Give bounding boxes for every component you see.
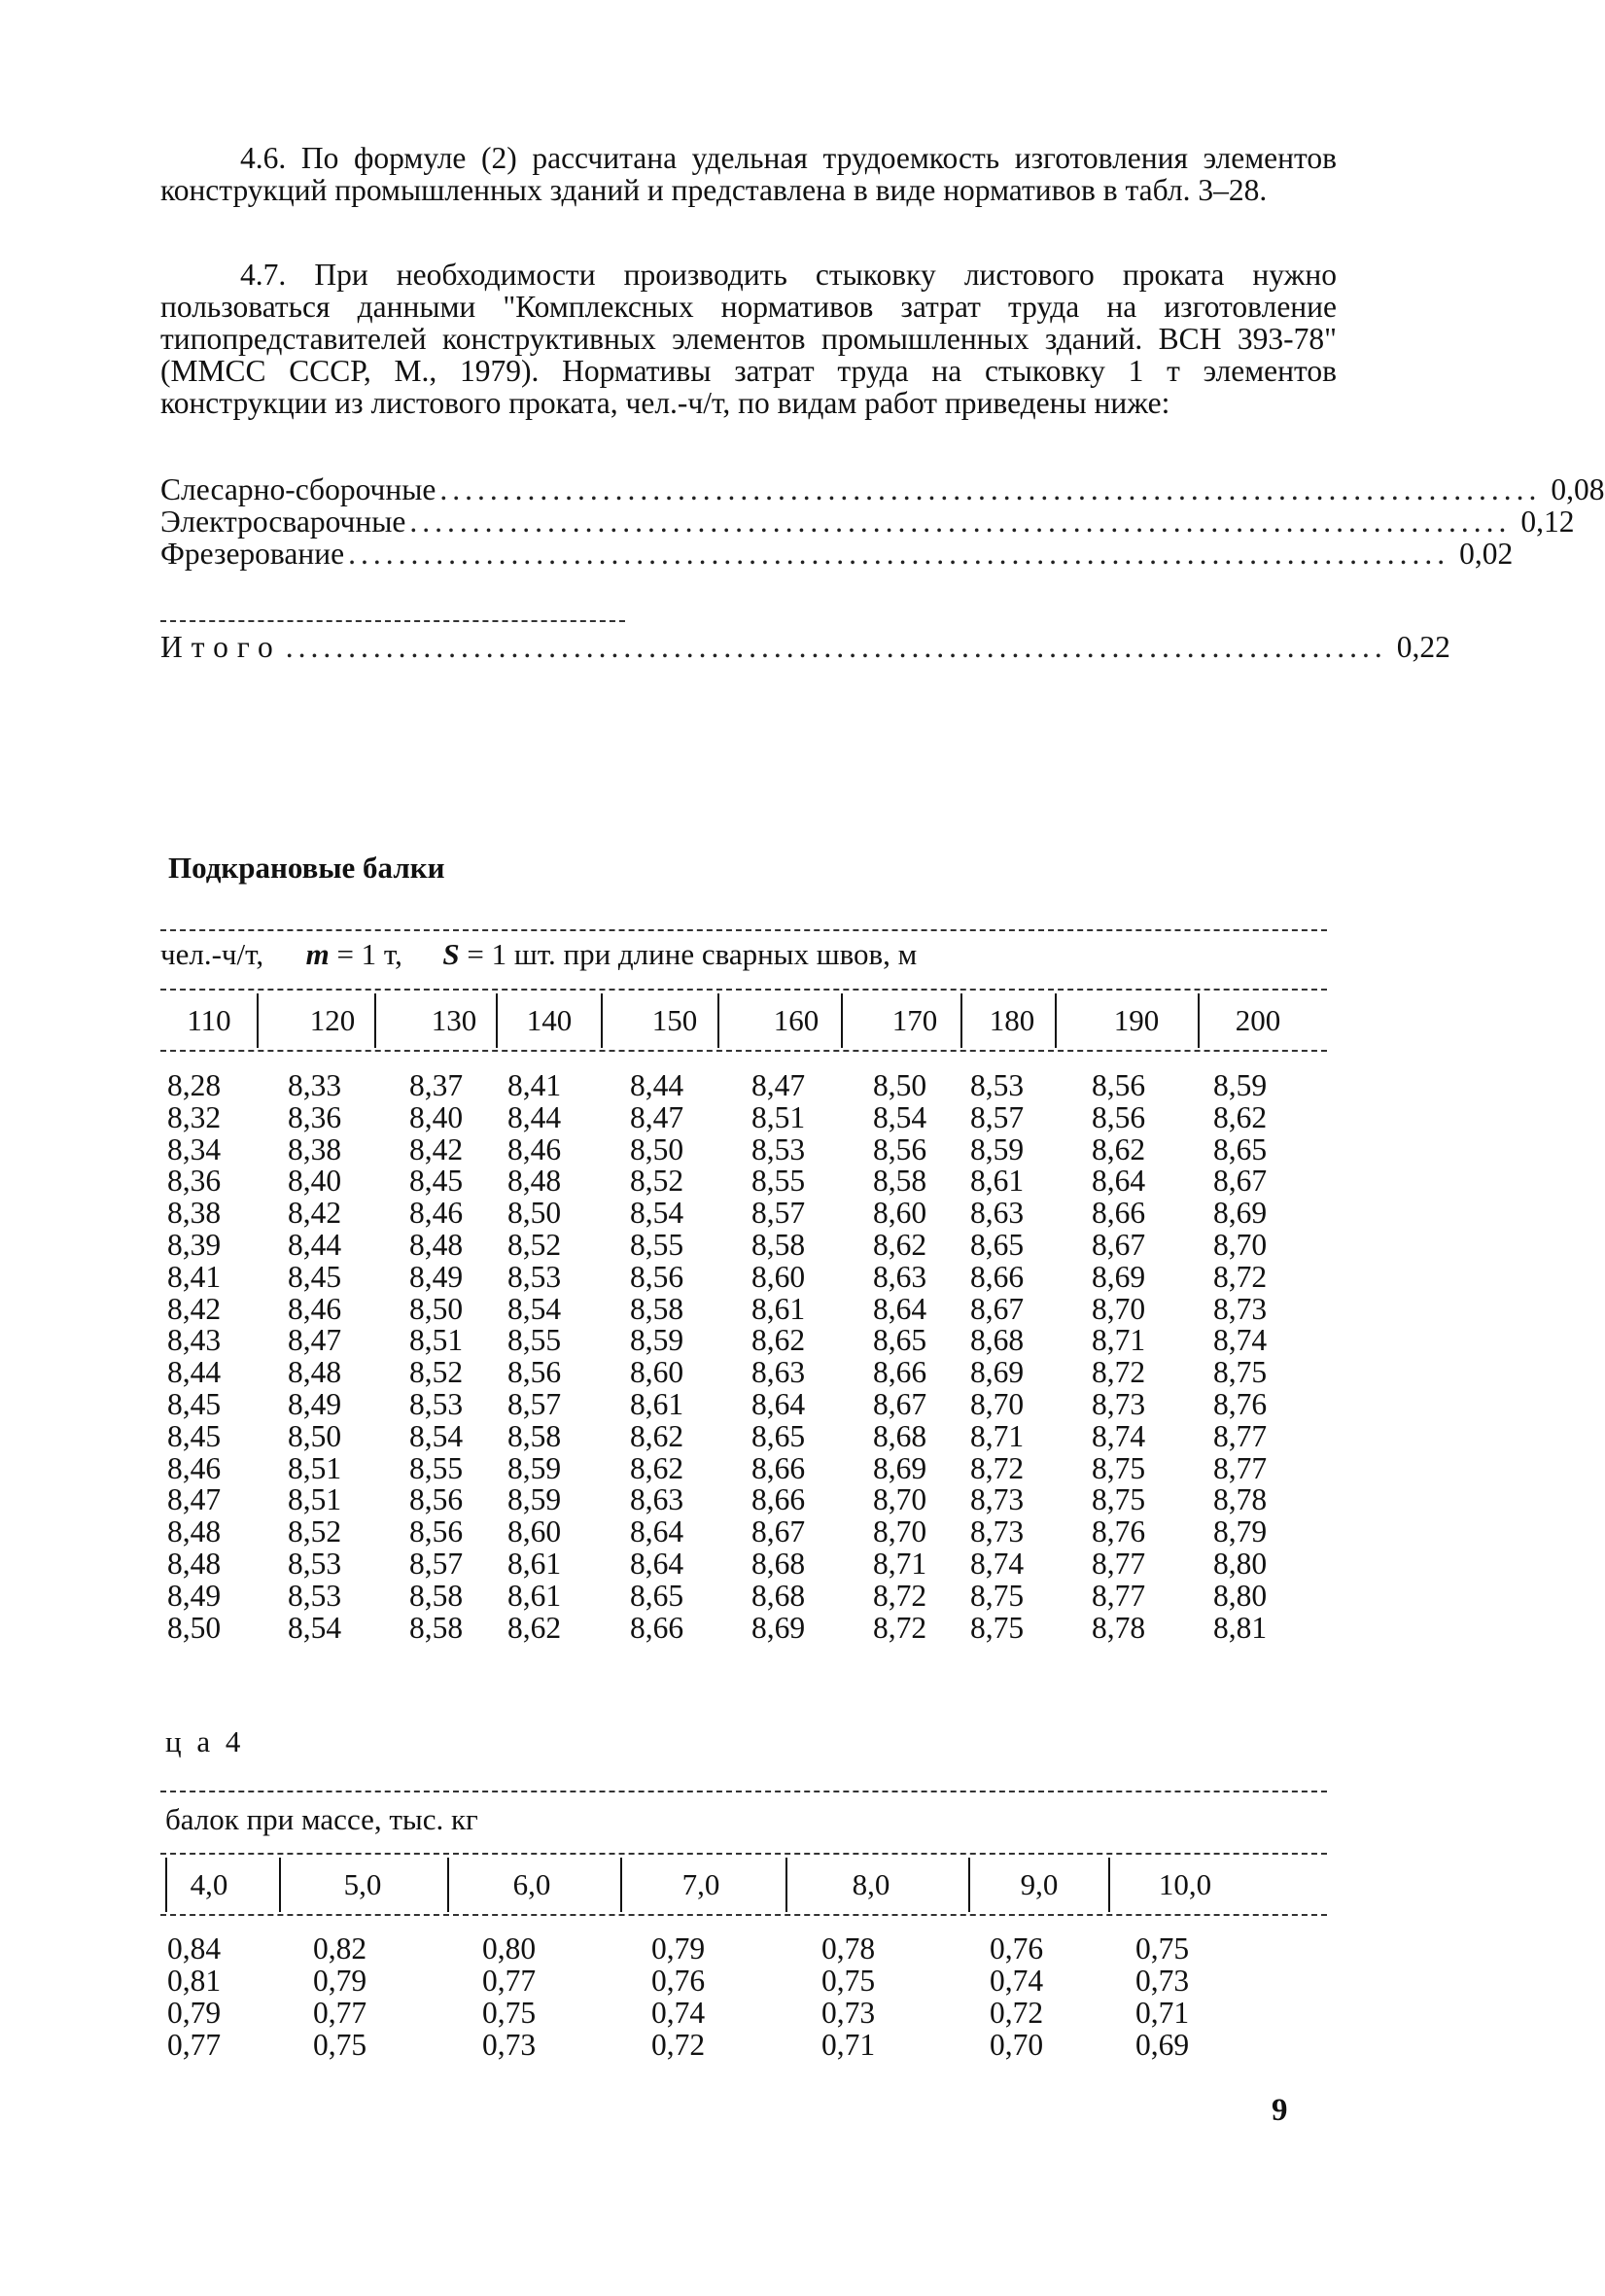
table-cell: 8,67 bbox=[1092, 1228, 1146, 1262]
dot-leader: ........................................................................................ bbox=[285, 630, 1387, 664]
table-cell: 0,71 bbox=[821, 2028, 876, 2062]
table-cell: 8,56 bbox=[1092, 1099, 1146, 1134]
table-cell: 8,51 bbox=[288, 1482, 342, 1517]
table-cell: 8,45 bbox=[167, 1387, 222, 1421]
table-cell: 8,55 bbox=[409, 1450, 464, 1485]
table-cell: 8,59 bbox=[507, 1482, 562, 1517]
table-cell: 0,74 bbox=[990, 1964, 1044, 1998]
table-cell: 0,73 bbox=[821, 1996, 876, 2030]
work-norms-list bbox=[160, 472, 1605, 571]
table-cell: 8,57 bbox=[409, 1547, 464, 1581]
table-cell: 8,59 bbox=[507, 1450, 562, 1485]
table-cell: 8,65 bbox=[873, 1323, 927, 1358]
table-cell: 8,46 bbox=[409, 1196, 464, 1231]
column-header: 7,0 bbox=[681, 1867, 720, 1901]
table-cell: 8,65 bbox=[970, 1228, 1025, 1262]
table-cell: 0,79 bbox=[651, 1931, 706, 1966]
table-cell: 8,78 bbox=[1213, 1482, 1268, 1517]
table-cell: 8,50 bbox=[409, 1291, 464, 1326]
divider bbox=[160, 1853, 1327, 1855]
table-cell: 8,47 bbox=[288, 1323, 342, 1358]
table-cell: 8,44 bbox=[507, 1099, 562, 1134]
table-cell: 8,42 bbox=[167, 1291, 222, 1326]
table-cell: 8,75 bbox=[1092, 1450, 1146, 1485]
table-cell: 8,70 bbox=[873, 1482, 927, 1517]
column-header: 190 bbox=[1113, 1003, 1160, 1037]
table-cell: 8,60 bbox=[873, 1196, 927, 1231]
caption-mass: = 1 т, bbox=[336, 937, 402, 971]
table-cell: 8,69 bbox=[970, 1355, 1025, 1390]
table-cell: 8,62 bbox=[630, 1450, 684, 1485]
table-cell: 8,68 bbox=[751, 1578, 806, 1613]
table-cell: 8,75 bbox=[1213, 1355, 1268, 1390]
table-cell: 0,79 bbox=[167, 1996, 222, 2030]
table-cell: 8,70 bbox=[1092, 1291, 1146, 1326]
table-cell: 8,77 bbox=[1092, 1578, 1146, 1613]
table-cell: 8,64 bbox=[630, 1547, 684, 1581]
work-value: 0,08 bbox=[1551, 472, 1605, 506]
total-value: 0,22 bbox=[1396, 630, 1450, 664]
table-cell: 8,38 bbox=[288, 1131, 342, 1166]
table-cell: 8,64 bbox=[751, 1387, 806, 1421]
table-cell: 8,50 bbox=[167, 1610, 222, 1645]
table-cell: 8,46 bbox=[167, 1450, 222, 1485]
column-separator bbox=[841, 993, 843, 1048]
table-cell: 8,53 bbox=[409, 1387, 464, 1421]
table-cell: 8,66 bbox=[751, 1450, 806, 1485]
table-cell: 8,36 bbox=[288, 1099, 342, 1134]
work-name: Слесарно-сборочные bbox=[160, 472, 436, 506]
table-cell: 8,49 bbox=[167, 1578, 222, 1613]
table-cell: 8,45 bbox=[409, 1164, 464, 1199]
table-cell: 8,72 bbox=[1092, 1355, 1146, 1390]
table-cell: 8,69 bbox=[873, 1450, 927, 1485]
column-separator bbox=[496, 993, 498, 1048]
table-cell: 8,49 bbox=[409, 1259, 464, 1294]
table-cell: 0,73 bbox=[1135, 1964, 1190, 1998]
table-cell: 8,53 bbox=[507, 1259, 562, 1294]
table-cell: 0,75 bbox=[313, 2028, 367, 2062]
table-cell: 8,55 bbox=[507, 1323, 562, 1358]
table-cell: 8,45 bbox=[288, 1259, 342, 1294]
table-cell: 8,66 bbox=[751, 1482, 806, 1517]
table-cell: 8,33 bbox=[288, 1068, 342, 1102]
dot-leader: ........................................................................................ bbox=[348, 537, 1450, 571]
table-cell: 8,63 bbox=[873, 1259, 927, 1294]
table-cell: 8,61 bbox=[507, 1578, 562, 1613]
table-cell: 8,58 bbox=[630, 1291, 684, 1326]
table-cell: 8,74 bbox=[1092, 1418, 1146, 1453]
table-cell: 0,75 bbox=[482, 1996, 537, 2030]
table-cell: 8,75 bbox=[970, 1578, 1025, 1613]
column-header: 10,0 bbox=[1158, 1867, 1212, 1901]
table-cell: 8,39 bbox=[167, 1228, 222, 1262]
table-cell: 8,42 bbox=[409, 1131, 464, 1166]
column-separator bbox=[257, 993, 259, 1048]
table-cell: 0,69 bbox=[1135, 2028, 1190, 2062]
table-cell: 0,76 bbox=[990, 1931, 1044, 1966]
table-cell: 8,71 bbox=[970, 1418, 1025, 1453]
table-cell: 8,70 bbox=[1213, 1228, 1268, 1262]
table-cell: 8,73 bbox=[1213, 1291, 1268, 1326]
table-cell: 8,58 bbox=[507, 1418, 562, 1453]
table-cell: 8,28 bbox=[167, 1068, 222, 1102]
table-cell: 8,73 bbox=[970, 1482, 1025, 1517]
column-header: 150 bbox=[651, 1003, 698, 1037]
column-separator bbox=[968, 1858, 970, 1912]
table-cell: 8,62 bbox=[1213, 1099, 1268, 1134]
table-cell: 8,57 bbox=[970, 1099, 1025, 1134]
column-header: 200 bbox=[1235, 1003, 1281, 1037]
table-cell: 8,56 bbox=[1092, 1068, 1146, 1102]
table-cell: 8,48 bbox=[409, 1228, 464, 1262]
column-separator bbox=[601, 993, 603, 1048]
table-cell: 8,53 bbox=[288, 1578, 342, 1613]
dot-leader: ........................................................................................ bbox=[439, 472, 1542, 506]
table-cell: 8,77 bbox=[1213, 1450, 1268, 1485]
table-cell: 8,62 bbox=[1092, 1131, 1146, 1166]
table-cell: 8,50 bbox=[630, 1131, 684, 1166]
table-cell: 8,56 bbox=[630, 1259, 684, 1294]
table-cell: 8,57 bbox=[751, 1196, 806, 1231]
table-cell: 8,69 bbox=[751, 1610, 806, 1645]
table-cell: 8,62 bbox=[873, 1228, 927, 1262]
table-cell: 8,55 bbox=[630, 1228, 684, 1262]
table-cell: 8,51 bbox=[288, 1450, 342, 1485]
table-cell: 8,71 bbox=[1092, 1323, 1146, 1358]
table-cell: 8,46 bbox=[507, 1131, 562, 1166]
total-label: Итого bbox=[160, 630, 282, 664]
table-cell: 8,56 bbox=[409, 1482, 464, 1517]
table-cell: 8,40 bbox=[288, 1164, 342, 1199]
table-cell: 0,80 bbox=[482, 1931, 537, 1966]
table-cell: 8,71 bbox=[873, 1547, 927, 1581]
table-header-row bbox=[160, 1858, 1327, 1912]
table-cell: 8,72 bbox=[1213, 1259, 1268, 1294]
table-cell: 0,75 bbox=[821, 1964, 876, 1998]
table-cell: 8,50 bbox=[873, 1068, 927, 1102]
table-cell: 8,41 bbox=[507, 1068, 562, 1102]
table-cell: 8,64 bbox=[1092, 1164, 1146, 1199]
table-cell: 8,52 bbox=[630, 1164, 684, 1199]
paragraph-4-7: 4.7. При необходимости производить стыковку листового проката нужно пользоваться данными "Комплексных нормативов затрат труда на изготовление типопредставителей конструктивных элементов промышленных зданий. ВСН 393-78" (ММСС СССР, М., 1979). Нормативы затрат труда на стыковку 1 т элементов конструкции из листового проката, чел.-ч/т, по видам работ приведены ниже: bbox=[160, 258, 1337, 420]
table-cell: 8,37 bbox=[409, 1068, 464, 1102]
table-cell: 8,47 bbox=[167, 1482, 222, 1517]
table-cell: 8,65 bbox=[1213, 1131, 1268, 1166]
caption-mass-symbol: m bbox=[305, 937, 330, 971]
table-header-row bbox=[160, 993, 1327, 1048]
table-cell: 8,40 bbox=[409, 1099, 464, 1134]
table-cell: 8,63 bbox=[751, 1355, 806, 1390]
dot-leader: ........................................................................................ bbox=[409, 504, 1512, 539]
table-cell: 8,46 bbox=[288, 1291, 342, 1326]
table-cell: 8,61 bbox=[507, 1547, 562, 1581]
table-cell: 8,54 bbox=[288, 1610, 342, 1645]
table-cell: 8,69 bbox=[1213, 1196, 1268, 1231]
table-cell: 8,65 bbox=[751, 1418, 806, 1453]
list-item bbox=[160, 472, 1605, 506]
table-cell: 8,58 bbox=[751, 1228, 806, 1262]
column-separator bbox=[1198, 993, 1200, 1048]
table-cell: 8,52 bbox=[288, 1514, 342, 1549]
column-separator bbox=[717, 993, 719, 1048]
table-cell: 8,81 bbox=[1213, 1610, 1268, 1645]
table-cell: 8,68 bbox=[751, 1547, 806, 1581]
list-item bbox=[160, 537, 1514, 571]
table-cell: 8,63 bbox=[630, 1482, 684, 1517]
table-cell: 8,75 bbox=[970, 1610, 1025, 1645]
column-separator bbox=[785, 1858, 787, 1912]
table-cell: 8,44 bbox=[288, 1228, 342, 1262]
table-cell: 8,69 bbox=[1092, 1259, 1146, 1294]
table-cell: 8,80 bbox=[1213, 1578, 1268, 1613]
column-separator bbox=[447, 1858, 449, 1912]
table-cell: 0,70 bbox=[990, 2028, 1044, 2062]
column-separator bbox=[165, 1858, 167, 1912]
table-cell: 8,68 bbox=[970, 1323, 1025, 1358]
column-header: 140 bbox=[526, 1003, 573, 1037]
column-header: 4,0 bbox=[190, 1867, 228, 1901]
table-cell: 8,42 bbox=[288, 1196, 342, 1231]
table-cell: 0,84 bbox=[167, 1931, 222, 1966]
paragraph-4-6: 4.6. По формуле (2) рассчитана удельная трудоемкость изготовления элементов конструкций промышленных зданий и представлена в виде нормативов в табл. 3–28. bbox=[160, 141, 1337, 207]
table-cell: 8,38 bbox=[167, 1196, 222, 1231]
table-cell: 8,56 bbox=[873, 1131, 927, 1166]
table-cell: 8,61 bbox=[751, 1291, 806, 1326]
table-cell: 8,59 bbox=[970, 1131, 1025, 1166]
table-cell: 8,51 bbox=[409, 1323, 464, 1358]
table-cell: 0,72 bbox=[651, 2028, 706, 2062]
table-cell: 8,49 bbox=[288, 1387, 342, 1421]
table-cell: 8,48 bbox=[507, 1164, 562, 1199]
column-header: 9,0 bbox=[1020, 1867, 1059, 1901]
table-cell: 8,73 bbox=[1092, 1387, 1146, 1421]
caption-count-symbol: S bbox=[442, 937, 460, 971]
divider bbox=[160, 989, 1327, 991]
table-cell: 8,53 bbox=[288, 1547, 342, 1581]
table-cell: 8,60 bbox=[751, 1259, 806, 1294]
work-value: 0,12 bbox=[1520, 504, 1575, 539]
divider bbox=[160, 1914, 1327, 1916]
table-cell: 8,64 bbox=[873, 1291, 927, 1326]
table-cell: 8,76 bbox=[1092, 1514, 1146, 1549]
table-cell: 8,54 bbox=[409, 1418, 464, 1453]
work-name: Фрезерование bbox=[160, 537, 345, 571]
column-header: 160 bbox=[773, 1003, 820, 1037]
column-header: 120 bbox=[309, 1003, 356, 1037]
table-cell: 0,78 bbox=[821, 1931, 876, 1966]
column-separator bbox=[279, 1858, 281, 1912]
table-cell: 8,48 bbox=[288, 1355, 342, 1390]
table-cell: 8,66 bbox=[970, 1259, 1025, 1294]
column-header: 110 bbox=[187, 1003, 231, 1037]
table-cell: 8,74 bbox=[970, 1547, 1025, 1581]
table-cell: 8,48 bbox=[167, 1514, 222, 1549]
table-cell: 8,67 bbox=[751, 1514, 806, 1549]
table-cell: 8,70 bbox=[873, 1514, 927, 1549]
table-cell: 0,81 bbox=[167, 1964, 222, 1998]
caption-unit: чел.-ч/т, bbox=[160, 937, 264, 971]
page-number: 9 bbox=[1272, 2093, 1288, 2128]
table-cell: 8,75 bbox=[1092, 1482, 1146, 1517]
table-cell: 8,51 bbox=[751, 1099, 806, 1134]
table-cell: 8,67 bbox=[1213, 1164, 1268, 1199]
work-name: Электросварочные bbox=[160, 504, 406, 539]
table-cell: 8,55 bbox=[751, 1164, 806, 1199]
table-cell: 8,56 bbox=[409, 1514, 464, 1549]
table-cell: 0,74 bbox=[651, 1996, 706, 2030]
table-caption bbox=[160, 937, 917, 972]
column-separator bbox=[960, 993, 962, 1048]
table-cell: 0,75 bbox=[1135, 1931, 1190, 1966]
table-cell: 8,74 bbox=[1213, 1323, 1268, 1358]
table-cell: 8,72 bbox=[873, 1610, 927, 1645]
table-cell: 8,79 bbox=[1213, 1514, 1268, 1549]
table-cell: 8,77 bbox=[1213, 1418, 1268, 1453]
table-cell: 8,52 bbox=[507, 1228, 562, 1262]
table-cell: 8,72 bbox=[873, 1578, 927, 1613]
table-cell: 8,70 bbox=[970, 1387, 1025, 1421]
table-cell: 0,76 bbox=[651, 1964, 706, 1998]
column-separator bbox=[374, 993, 376, 1048]
table-cell: 0,71 bbox=[1135, 1996, 1190, 2030]
column-header: 5,0 bbox=[343, 1867, 382, 1901]
divider bbox=[160, 620, 625, 622]
table-cell: 8,60 bbox=[507, 1514, 562, 1549]
column-header: 6,0 bbox=[512, 1867, 551, 1901]
table-cell: 8,80 bbox=[1213, 1547, 1268, 1581]
total-row bbox=[160, 630, 1450, 669]
table-cell: 8,67 bbox=[873, 1387, 927, 1421]
table-cell: 8,62 bbox=[751, 1323, 806, 1358]
table-cell: 8,62 bbox=[507, 1610, 562, 1645]
table-cell: 8,34 bbox=[167, 1131, 222, 1166]
table-cell: 8,43 bbox=[167, 1323, 222, 1358]
table-cell: 0,77 bbox=[482, 1964, 537, 1998]
table-cell: 8,52 bbox=[409, 1355, 464, 1390]
table-cell: 0,77 bbox=[313, 1996, 367, 2030]
table-cell: 8,60 bbox=[630, 1355, 684, 1390]
table-cell: 8,59 bbox=[630, 1323, 684, 1358]
table-title: Подкрановые балки bbox=[168, 851, 445, 885]
table-cell: 0,79 bbox=[313, 1964, 367, 1998]
table-cell: 8,67 bbox=[970, 1291, 1025, 1326]
column-header: 130 bbox=[431, 1003, 477, 1037]
table-cell: 8,53 bbox=[751, 1131, 806, 1166]
table-cell: 8,48 bbox=[167, 1547, 222, 1581]
table-cell: 8,32 bbox=[167, 1099, 222, 1134]
table-cell: 8,36 bbox=[167, 1164, 222, 1199]
column-header: 180 bbox=[989, 1003, 1035, 1037]
work-value: 0,02 bbox=[1459, 537, 1514, 571]
table-number-label: ц а 4 bbox=[165, 1724, 245, 1758]
divider bbox=[160, 929, 1327, 931]
table-cell: 8,41 bbox=[167, 1259, 222, 1294]
table-cell: 8,44 bbox=[630, 1068, 684, 1102]
table-cell: 8,64 bbox=[630, 1514, 684, 1549]
table-cell: 8,61 bbox=[970, 1164, 1025, 1199]
table-cell: 8,68 bbox=[873, 1418, 927, 1453]
table-cell: 0,82 bbox=[313, 1931, 367, 1966]
table-cell: 8,61 bbox=[630, 1387, 684, 1421]
column-header: 170 bbox=[891, 1003, 938, 1037]
table-cell: 8,54 bbox=[507, 1291, 562, 1326]
divider bbox=[160, 1050, 1327, 1052]
table-cell: 8,59 bbox=[1213, 1068, 1268, 1102]
table-cell: 8,76 bbox=[1213, 1387, 1268, 1421]
table-cell: 8,77 bbox=[1092, 1547, 1146, 1581]
table-cell: 0,77 bbox=[167, 2028, 222, 2062]
table-cell: 0,73 bbox=[482, 2028, 537, 2062]
table-cell: 8,72 bbox=[970, 1450, 1025, 1485]
table-cell: 8,62 bbox=[630, 1418, 684, 1453]
table-cell: 8,47 bbox=[630, 1099, 684, 1134]
table-cell: 8,58 bbox=[409, 1578, 464, 1613]
table-cell: 8,54 bbox=[630, 1196, 684, 1231]
table-cell: 8,58 bbox=[409, 1610, 464, 1645]
divider bbox=[160, 1791, 1327, 1792]
column-separator bbox=[1055, 993, 1057, 1048]
column-separator bbox=[620, 1858, 622, 1912]
list-item bbox=[160, 504, 1575, 539]
caption-count: = 1 шт. при длине сварных швов, м bbox=[467, 937, 918, 971]
table-cell: 8,53 bbox=[970, 1068, 1025, 1102]
table-cell: 8,78 bbox=[1092, 1610, 1146, 1645]
table-caption: балок при массе, тыс. кг bbox=[165, 1802, 478, 1836]
table-cell: 8,57 bbox=[507, 1387, 562, 1421]
table-cell: 8,65 bbox=[630, 1578, 684, 1613]
table-cell: 8,50 bbox=[288, 1418, 342, 1453]
table-cell: 8,58 bbox=[873, 1164, 927, 1199]
table-cell: 8,66 bbox=[630, 1610, 684, 1645]
table-cell: 8,66 bbox=[873, 1355, 927, 1390]
column-header: 8,0 bbox=[852, 1867, 890, 1901]
table-cell: 8,47 bbox=[751, 1068, 806, 1102]
table-cell: 8,54 bbox=[873, 1099, 927, 1134]
table-cell: 8,63 bbox=[970, 1196, 1025, 1231]
table-cell: 8,56 bbox=[507, 1355, 562, 1390]
column-separator bbox=[1108, 1858, 1110, 1912]
table-cell: 8,73 bbox=[970, 1514, 1025, 1549]
table-cell: 8,45 bbox=[167, 1418, 222, 1453]
table-cell: 8,44 bbox=[167, 1355, 222, 1390]
table-cell: 8,66 bbox=[1092, 1196, 1146, 1231]
table-cell: 0,72 bbox=[990, 1996, 1044, 2030]
table-cell: 8,50 bbox=[507, 1196, 562, 1231]
